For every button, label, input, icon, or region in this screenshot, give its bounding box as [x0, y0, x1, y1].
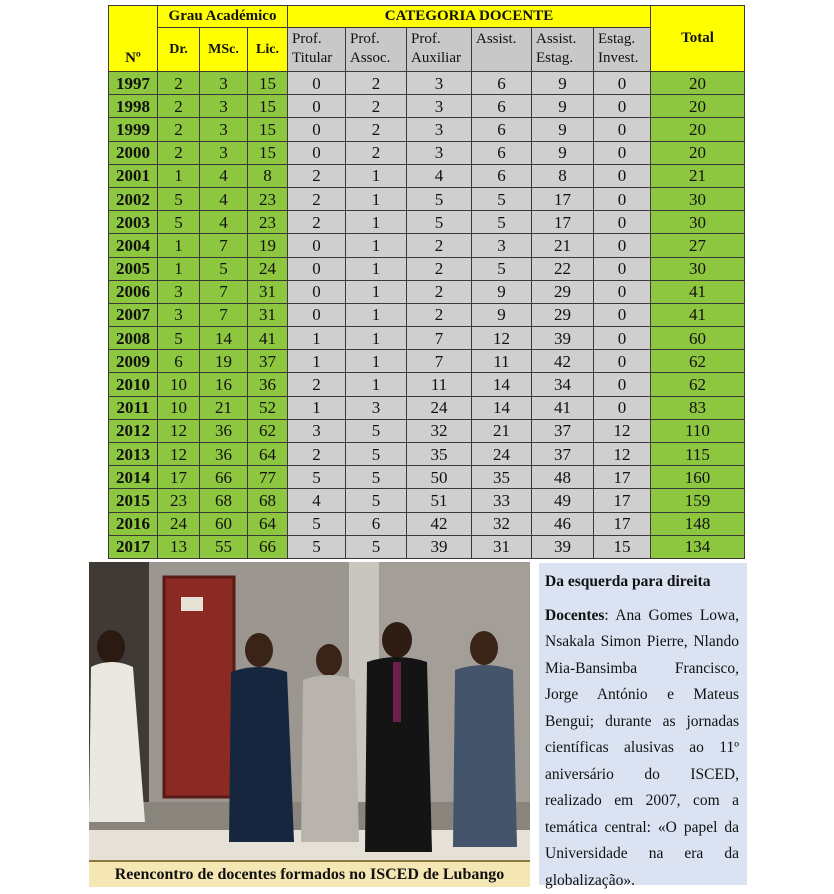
assist-estag-cell: 42	[532, 350, 594, 373]
prof-assoc-cell: 5	[346, 419, 407, 442]
photo-caption: Reencontro de docentes formados no ISCED de Lubango	[89, 860, 530, 887]
table-row	[109, 95, 745, 118]
table-row	[109, 327, 745, 350]
table-row	[109, 141, 745, 164]
msc-cell: 55	[200, 535, 248, 558]
prof-titular-cell: 2	[288, 443, 346, 466]
lic-cell: 23	[248, 187, 288, 210]
lic-cell: 41	[248, 327, 288, 350]
prof-auxiliar-cell: 3	[407, 72, 472, 95]
table-row	[109, 211, 745, 234]
lic-cell: 15	[248, 95, 288, 118]
dr-cell: 10	[158, 373, 200, 396]
prof-assoc-cell: 1	[346, 327, 407, 350]
prof-titular-cell: 2	[288, 373, 346, 396]
lic-cell: 68	[248, 489, 288, 512]
year-cell: 2011	[109, 396, 158, 419]
prof-auxiliar-cell: 7	[407, 327, 472, 350]
assist-cell: 9	[472, 303, 532, 326]
table-row	[109, 512, 745, 535]
photo-description-label: Docentes	[545, 607, 604, 624]
group-photo-image	[89, 562, 530, 862]
prof-titular-cell: 0	[288, 280, 346, 303]
dr-cell: 2	[158, 141, 200, 164]
assist-cell: 5	[472, 211, 532, 234]
categoria-col-header: Prof. Auxiliar	[407, 28, 472, 72]
year-cell: 2008	[109, 327, 158, 350]
year-cell: 2003	[109, 211, 158, 234]
lic-cell: 62	[248, 419, 288, 442]
assist-estag-cell: 29	[532, 280, 594, 303]
lic-cell: 31	[248, 303, 288, 326]
categoria-docente-header: CATEGORIA DOCENTE	[288, 6, 651, 28]
table-row	[109, 164, 745, 187]
prof-assoc-cell: 1	[346, 350, 407, 373]
dr-cell: 2	[158, 95, 200, 118]
prof-titular-cell: 0	[288, 72, 346, 95]
dr-cell: 2	[158, 118, 200, 141]
table-row	[109, 303, 745, 326]
assist-cell: 6	[472, 141, 532, 164]
year-cell: 2001	[109, 164, 158, 187]
lic-cell: 64	[248, 443, 288, 466]
dr-cell: 12	[158, 443, 200, 466]
total-cell: 21	[651, 164, 745, 187]
dr-cell: 23	[158, 489, 200, 512]
prof-auxiliar-cell: 5	[407, 187, 472, 210]
prof-auxiliar-cell: 51	[407, 489, 472, 512]
prof-assoc-cell: 1	[346, 211, 407, 234]
msc-cell: 3	[200, 95, 248, 118]
assist-estag-cell: 21	[532, 234, 594, 257]
lic-cell: 37	[248, 350, 288, 373]
prof-assoc-cell: 5	[346, 489, 407, 512]
dr-cell: 3	[158, 280, 200, 303]
prof-auxiliar-cell: 50	[407, 466, 472, 489]
prof-titular-cell: 4	[288, 489, 346, 512]
prof-auxiliar-cell: 11	[407, 373, 472, 396]
table-row	[109, 489, 745, 512]
prof-auxiliar-cell: 35	[407, 443, 472, 466]
prof-auxiliar-cell: 3	[407, 95, 472, 118]
msc-cell: 4	[200, 164, 248, 187]
faculty-statistics-table	[108, 5, 745, 559]
assist-cell: 9	[472, 280, 532, 303]
lic-cell: 8	[248, 164, 288, 187]
assist-estag-cell: 9	[532, 95, 594, 118]
total-cell: 110	[651, 419, 745, 442]
assist-cell: 24	[472, 443, 532, 466]
table-row	[109, 419, 745, 442]
estag-invest-cell: 0	[594, 280, 651, 303]
msc-cell: 66	[200, 466, 248, 489]
table-row	[109, 72, 745, 95]
total-cell: 115	[651, 443, 745, 466]
prof-titular-cell: 0	[288, 234, 346, 257]
lic-cell: 36	[248, 373, 288, 396]
prof-assoc-cell: 5	[346, 535, 407, 558]
table-row	[109, 187, 745, 210]
assist-estag-cell: 41	[532, 396, 594, 419]
prof-titular-cell: 0	[288, 257, 346, 280]
prof-titular-cell: 2	[288, 164, 346, 187]
estag-invest-cell: 0	[594, 396, 651, 419]
msc-cell: 14	[200, 327, 248, 350]
estag-invest-cell: 0	[594, 72, 651, 95]
estag-invest-cell: 0	[594, 118, 651, 141]
prof-titular-cell: 2	[288, 187, 346, 210]
dr-cell: 5	[158, 327, 200, 350]
total-cell: 160	[651, 466, 745, 489]
prof-assoc-cell: 6	[346, 512, 407, 535]
estag-invest-cell: 0	[594, 234, 651, 257]
grau-col-header: MSc.	[200, 28, 248, 72]
year-cell: 2004	[109, 234, 158, 257]
prof-auxiliar-cell: 24	[407, 396, 472, 419]
year-cell: 1997	[109, 72, 158, 95]
prof-auxiliar-cell: 3	[407, 141, 472, 164]
total-cell: 27	[651, 234, 745, 257]
prof-assoc-cell: 1	[346, 303, 407, 326]
assist-cell: 35	[472, 466, 532, 489]
prof-assoc-cell: 1	[346, 373, 407, 396]
assist-estag-cell: 9	[532, 141, 594, 164]
total-cell: 83	[651, 396, 745, 419]
assist-estag-cell: 39	[532, 327, 594, 350]
total-cell: 41	[651, 280, 745, 303]
year-cell: 2009	[109, 350, 158, 373]
prof-assoc-cell: 2	[346, 118, 407, 141]
estag-invest-cell: 0	[594, 95, 651, 118]
prof-titular-cell: 1	[288, 350, 346, 373]
dr-cell: 24	[158, 512, 200, 535]
prof-assoc-cell: 1	[346, 187, 407, 210]
table-body	[109, 72, 745, 559]
total-cell: 30	[651, 257, 745, 280]
assist-estag-cell: 49	[532, 489, 594, 512]
total-cell: 20	[651, 95, 745, 118]
lic-cell: 77	[248, 466, 288, 489]
table-row	[109, 396, 745, 419]
prof-assoc-cell: 2	[346, 95, 407, 118]
prof-assoc-cell: 1	[346, 164, 407, 187]
assist-estag-cell: 37	[532, 443, 594, 466]
prof-auxiliar-cell: 7	[407, 350, 472, 373]
prof-auxiliar-cell: 32	[407, 419, 472, 442]
prof-titular-cell: 5	[288, 535, 346, 558]
lic-cell: 15	[248, 141, 288, 164]
estag-invest-cell: 17	[594, 489, 651, 512]
prof-auxiliar-cell: 3	[407, 118, 472, 141]
total-cell: 20	[651, 141, 745, 164]
total-column-header: Total	[651, 6, 745, 72]
estag-invest-cell: 17	[594, 466, 651, 489]
estag-invest-cell: 12	[594, 419, 651, 442]
table-row	[109, 373, 745, 396]
prof-assoc-cell: 1	[346, 234, 407, 257]
estag-invest-cell: 0	[594, 141, 651, 164]
msc-cell: 5	[200, 257, 248, 280]
grau-col-header: Dr.	[158, 28, 200, 72]
lic-cell: 52	[248, 396, 288, 419]
total-cell: 148	[651, 512, 745, 535]
msc-cell: 36	[200, 419, 248, 442]
assist-cell: 5	[472, 257, 532, 280]
year-cell: 2006	[109, 280, 158, 303]
assist-estag-cell: 48	[532, 466, 594, 489]
table-row	[109, 257, 745, 280]
prof-titular-cell: 0	[288, 118, 346, 141]
dr-cell: 1	[158, 164, 200, 187]
lic-cell: 66	[248, 535, 288, 558]
assist-estag-cell: 46	[532, 512, 594, 535]
photo-description-box	[539, 563, 747, 885]
prof-titular-cell: 3	[288, 419, 346, 442]
dr-cell: 6	[158, 350, 200, 373]
msc-cell: 3	[200, 118, 248, 141]
msc-cell: 4	[200, 211, 248, 234]
prof-auxiliar-cell: 39	[407, 535, 472, 558]
total-cell: 41	[651, 303, 745, 326]
assist-estag-cell: 37	[532, 419, 594, 442]
lic-cell: 31	[248, 280, 288, 303]
photo-description-heading: Da esquerda para direita	[545, 569, 739, 596]
prof-auxiliar-cell: 2	[407, 257, 472, 280]
prof-auxiliar-cell: 2	[407, 280, 472, 303]
msc-cell: 60	[200, 512, 248, 535]
msc-cell: 7	[200, 234, 248, 257]
table-row	[109, 234, 745, 257]
msc-cell: 4	[200, 187, 248, 210]
dr-cell: 5	[158, 187, 200, 210]
prof-titular-cell: 0	[288, 141, 346, 164]
assist-cell: 33	[472, 489, 532, 512]
assist-estag-cell: 39	[532, 535, 594, 558]
msc-cell: 16	[200, 373, 248, 396]
assist-cell: 14	[472, 396, 532, 419]
categoria-col-header: Assist.	[472, 28, 532, 72]
assist-cell: 14	[472, 373, 532, 396]
year-cell: 2015	[109, 489, 158, 512]
table-row	[109, 443, 745, 466]
prof-auxiliar-cell: 4	[407, 164, 472, 187]
lic-cell: 23	[248, 211, 288, 234]
lic-cell: 19	[248, 234, 288, 257]
prof-assoc-cell: 5	[346, 466, 407, 489]
msc-cell: 7	[200, 303, 248, 326]
total-cell: 134	[651, 535, 745, 558]
year-cell: 2002	[109, 187, 158, 210]
lic-cell: 15	[248, 118, 288, 141]
table-row	[109, 466, 745, 489]
assist-cell: 6	[472, 72, 532, 95]
assist-estag-cell: 29	[532, 303, 594, 326]
grau-academico-header: Grau Académico	[158, 6, 288, 28]
msc-cell: 3	[200, 72, 248, 95]
year-cell: 1998	[109, 95, 158, 118]
grau-col-header: Lic.	[248, 28, 288, 72]
msc-cell: 36	[200, 443, 248, 466]
assist-cell: 12	[472, 327, 532, 350]
group-photo	[89, 562, 530, 887]
estag-invest-cell: 15	[594, 535, 651, 558]
prof-titular-cell: 1	[288, 327, 346, 350]
year-cell: 1999	[109, 118, 158, 141]
estag-invest-cell: 0	[594, 187, 651, 210]
prof-assoc-cell: 3	[346, 396, 407, 419]
estag-invest-cell: 0	[594, 164, 651, 187]
estag-invest-cell: 0	[594, 373, 651, 396]
dr-cell: 2	[158, 72, 200, 95]
total-cell: 62	[651, 373, 745, 396]
table-row	[109, 118, 745, 141]
table-row	[109, 350, 745, 373]
assist-cell: 31	[472, 535, 532, 558]
assist-cell: 11	[472, 350, 532, 373]
categoria-col-header: Assist. Estag.	[532, 28, 594, 72]
total-cell: 30	[651, 187, 745, 210]
assist-estag-cell: 9	[532, 72, 594, 95]
categoria-col-header: Prof. Assoc.	[346, 28, 407, 72]
assist-estag-cell: 17	[532, 187, 594, 210]
lic-cell: 64	[248, 512, 288, 535]
dr-cell: 10	[158, 396, 200, 419]
msc-cell: 21	[200, 396, 248, 419]
dr-cell: 1	[158, 257, 200, 280]
msc-cell: 19	[200, 350, 248, 373]
prof-titular-cell: 0	[288, 303, 346, 326]
prof-auxiliar-cell: 42	[407, 512, 472, 535]
year-cell: 2010	[109, 373, 158, 396]
msc-cell: 7	[200, 280, 248, 303]
total-cell: 30	[651, 211, 745, 234]
dr-cell: 1	[158, 234, 200, 257]
assist-estag-cell: 22	[532, 257, 594, 280]
year-cell: 2007	[109, 303, 158, 326]
assist-cell: 6	[472, 118, 532, 141]
total-cell: 159	[651, 489, 745, 512]
total-cell: 60	[651, 327, 745, 350]
prof-titular-cell: 5	[288, 512, 346, 535]
year-column-header: Nº	[109, 6, 158, 72]
total-cell: 62	[651, 350, 745, 373]
prof-titular-cell: 2	[288, 211, 346, 234]
prof-auxiliar-cell: 2	[407, 303, 472, 326]
assist-cell: 3	[472, 234, 532, 257]
estag-invest-cell: 0	[594, 211, 651, 234]
year-cell: 2005	[109, 257, 158, 280]
dr-cell: 3	[158, 303, 200, 326]
photo-description-text	[545, 603, 739, 894]
total-cell: 20	[651, 72, 745, 95]
year-cell: 2012	[109, 419, 158, 442]
year-cell: 2016	[109, 512, 158, 535]
assist-estag-cell: 9	[532, 118, 594, 141]
table-row	[109, 535, 745, 558]
year-cell: 2017	[109, 535, 158, 558]
estag-invest-cell: 0	[594, 327, 651, 350]
prof-auxiliar-cell: 2	[407, 234, 472, 257]
assist-cell: 5	[472, 187, 532, 210]
assist-estag-cell: 34	[532, 373, 594, 396]
year-cell: 2013	[109, 443, 158, 466]
dr-cell: 17	[158, 466, 200, 489]
dr-cell: 13	[158, 535, 200, 558]
estag-invest-cell: 0	[594, 350, 651, 373]
msc-cell: 3	[200, 141, 248, 164]
table-row	[109, 280, 745, 303]
assist-cell: 6	[472, 95, 532, 118]
assist-cell: 21	[472, 419, 532, 442]
assist-cell: 32	[472, 512, 532, 535]
lic-cell: 24	[248, 257, 288, 280]
dr-cell: 5	[158, 211, 200, 234]
prof-assoc-cell: 1	[346, 280, 407, 303]
prof-assoc-cell: 2	[346, 72, 407, 95]
msc-cell: 68	[200, 489, 248, 512]
prof-auxiliar-cell: 5	[407, 211, 472, 234]
estag-invest-cell: 12	[594, 443, 651, 466]
assist-estag-cell: 8	[532, 164, 594, 187]
photo-description-body: : Ana Gomes Lowa, Nsakala Simon Pierre, Nlando Mia-Bansimba Francisco, Jorge António e Mateus Bengui; durante as jornadas científicas alusivas ao 11º aniversário do ISCED, realizado em 2007, com a temática central: «O papel da Universidade na era da globalização».	[545, 607, 739, 889]
estag-invest-cell: 0	[594, 257, 651, 280]
prof-assoc-cell: 1	[346, 257, 407, 280]
prof-titular-cell: 0	[288, 95, 346, 118]
total-cell: 20	[651, 118, 745, 141]
assist-cell: 6	[472, 164, 532, 187]
dr-cell: 12	[158, 419, 200, 442]
categoria-col-header: Prof. Titular	[288, 28, 346, 72]
lic-cell: 15	[248, 72, 288, 95]
prof-titular-cell: 1	[288, 396, 346, 419]
estag-invest-cell: 0	[594, 303, 651, 326]
prof-titular-cell: 5	[288, 466, 346, 489]
prof-assoc-cell: 2	[346, 141, 407, 164]
year-cell: 2000	[109, 141, 158, 164]
assist-estag-cell: 17	[532, 211, 594, 234]
estag-invest-cell: 17	[594, 512, 651, 535]
categoria-col-header: Estag. Invest.	[594, 28, 651, 72]
year-cell: 2014	[109, 466, 158, 489]
prof-assoc-cell: 5	[346, 443, 407, 466]
